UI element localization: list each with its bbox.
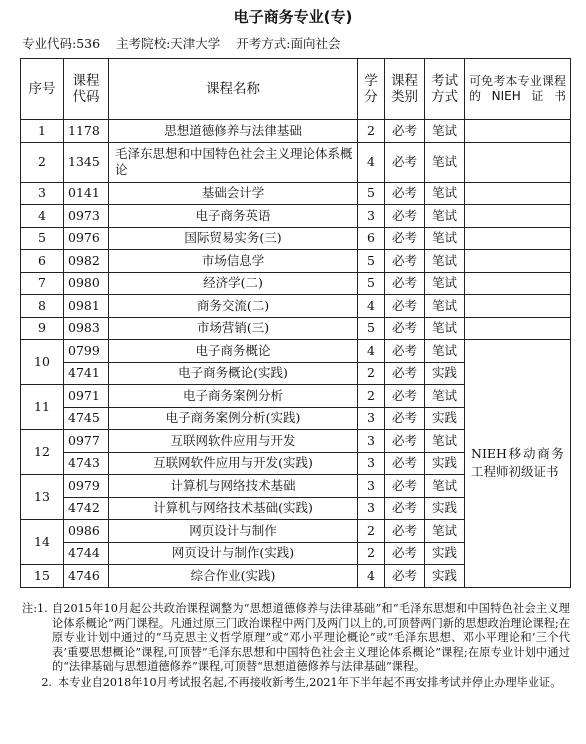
course-credit: 3 [358,407,385,430]
course-name: 经济学(二) [109,272,358,295]
course-credit: 2 [358,120,385,143]
course-seq: 15 [21,565,64,588]
course-name: 商务交流(二) [109,295,358,318]
header-seq: 序号 [21,59,64,120]
course-exam: 笔试 [425,520,465,543]
course-seq: 13 [21,475,64,520]
exam-mode: 开考方式:面向社会 [236,36,341,51]
course-name: 互联网软件应用与开发 [109,430,358,453]
course-category: 必考 [385,452,425,475]
course-credit: 2 [358,520,385,543]
table-row [21,142,571,182]
course-seq: 9 [21,317,64,340]
course-category: 必考 [385,520,425,543]
course-exam: 实践 [425,407,465,430]
course-seq: 11 [21,385,64,430]
course-category: 必考 [385,272,425,295]
course-credit: 2 [358,385,385,408]
course-name: 计算机与网络技术基础(实践) [109,497,358,520]
course-table [20,58,571,588]
course-exam: 笔试 [425,340,465,363]
note-label: 2. [41,675,52,689]
course-seq: 12 [21,430,64,475]
course-exam: 笔试 [425,227,465,250]
cert-empty-cell [465,317,571,340]
course-exam: 实践 [425,362,465,385]
course-credit: 6 [358,227,385,250]
course-category: 必考 [385,497,425,520]
course-code: 1345 [64,142,109,182]
course-seq: 1 [21,120,64,143]
course-category: 必考 [385,142,425,182]
course-category: 必考 [385,317,425,340]
note-label: 注:1. [22,602,48,615]
program-code: 专业代码:536 [22,36,101,51]
header-credit: 学分 [358,59,385,120]
course-exam: 笔试 [425,385,465,408]
course-category: 必考 [385,407,425,430]
cert-empty-cell [465,295,571,318]
course-credit: 2 [358,362,385,385]
course-exam: 笔试 [425,142,465,182]
header-name: 课程名称 [109,59,358,120]
note-item [22,602,570,675]
course-table-body [21,120,571,588]
course-code: 0983 [64,317,109,340]
cert-empty-cell [465,227,571,250]
note-text: 自2015年10月起公共政治课程调整为“思想道德修养与法律基础”和“毛泽东思想和中国特色社会主义理论体系概论”两门课程。凡通过原三门政治课程中两门及两门以上的,可顶替两门新的思想政治理论课程;在原专业计划中通过的“马克思主义哲学原理”或“邓小平理论概论”或“毛泽东思想、邓小平理论和‘三个代表’重要思想概论”课程,可顶替“毛泽东思想和中国特色社会主义理论体系概论”课程;在原专业计划中通过的“法律基础与思想道德修养”课程,可顶替“思想道德修养与法律基础”课程。 [52,602,570,673]
course-credit: 3 [358,430,385,453]
course-credit: 5 [358,250,385,273]
course-name: 思想道德修养与法律基础 [109,120,358,143]
course-name: 电子商务概论 [109,340,358,363]
course-name: 国际贸易实务(三) [109,227,358,250]
course-code: 4741 [64,362,109,385]
header-code: 课程代码 [64,59,109,120]
course-code: 4745 [64,407,109,430]
course-category: 必考 [385,565,425,588]
course-category: 必考 [385,250,425,273]
course-seq: 7 [21,272,64,295]
course-seq: 10 [21,340,64,385]
course-code: 0982 [64,250,109,273]
course-category: 必考 [385,542,425,565]
course-category: 必考 [385,430,425,453]
course-credit: 3 [358,452,385,475]
course-exam: 笔试 [425,295,465,318]
course-exam: 实践 [425,565,465,588]
course-name: 电子商务英语 [109,205,358,228]
table-row [21,272,571,295]
course-code: 0979 [64,475,109,498]
course-name: 基础会计学 [109,182,358,205]
course-category: 必考 [385,340,425,363]
course-code: 0971 [64,385,109,408]
course-exam: 笔试 [425,317,465,340]
course-code: 4743 [64,452,109,475]
course-seq: 3 [21,182,64,205]
course-exam: 笔试 [425,250,465,273]
program-info [22,34,352,52]
course-category: 必考 [385,295,425,318]
table-row [21,227,571,250]
table-row [21,317,571,340]
cert-cell: NIEH移动商务工程师初级证书 [465,340,571,588]
cert-empty-cell [465,250,571,273]
course-name: 电子商务案例分析(实践) [109,407,358,430]
course-code: 0973 [64,205,109,228]
course-seq: 14 [21,520,64,565]
table-row [21,120,571,143]
course-category: 必考 [385,182,425,205]
cert-empty-cell [465,182,571,205]
course-exam: 笔试 [425,475,465,498]
course-code: 1178 [64,120,109,143]
note-item [22,676,570,691]
course-category: 必考 [385,205,425,228]
course-credit: 3 [358,497,385,520]
course-exam: 实践 [425,452,465,475]
course-code: 0981 [64,295,109,318]
course-exam: 笔试 [425,120,465,143]
course-exam: 实践 [425,497,465,520]
course-credit: 5 [358,272,385,295]
course-seq: 8 [21,295,64,318]
course-exam: 笔试 [425,205,465,228]
table-row [21,340,571,363]
course-name: 综合作业(实践) [109,565,358,588]
table-row [21,295,571,318]
course-category: 必考 [385,475,425,498]
course-credit: 4 [358,142,385,182]
course-seq: 2 [21,142,64,182]
cert-empty-cell [465,142,571,182]
cert-empty-cell [465,120,571,143]
course-exam: 笔试 [425,272,465,295]
table-row [21,182,571,205]
table-row [21,205,571,228]
note-text: 本专业自2018年10月考试报名起,不再接收新考生,2021年下半年起不再安排考试并停止办理毕业证。 [58,675,562,689]
course-credit: 5 [358,182,385,205]
course-name: 市场营销(三) [109,317,358,340]
course-category: 必考 [385,120,425,143]
course-credit: 3 [358,475,385,498]
table-row [21,250,571,273]
cert-empty-cell [465,272,571,295]
course-code: 4746 [64,565,109,588]
header-cert: 可免考本专业课程的NIEH证书 [465,59,571,120]
header-exam: 考试方式 [425,59,465,120]
course-category: 必考 [385,385,425,408]
course-credit: 4 [358,565,385,588]
course-seq: 4 [21,205,64,228]
course-seq: 6 [21,250,64,273]
course-credit: 5 [358,317,385,340]
course-name: 网页设计与制作(实践) [109,542,358,565]
course-code: 0976 [64,227,109,250]
course-code: 0799 [64,340,109,363]
course-credit: 4 [358,340,385,363]
course-code: 4744 [64,542,109,565]
header-category: 课程类别 [385,59,425,120]
course-code: 0986 [64,520,109,543]
course-exam: 实践 [425,542,465,565]
course-name: 电子商务概论(实践) [109,362,358,385]
cert-empty-cell [465,205,571,228]
course-exam: 笔试 [425,182,465,205]
course-credit: 4 [358,295,385,318]
course-seq: 5 [21,227,64,250]
course-code: 0141 [64,182,109,205]
course-name: 市场信息学 [109,250,358,273]
course-code: 0977 [64,430,109,453]
course-category: 必考 [385,362,425,385]
course-code: 4742 [64,497,109,520]
course-name: 网页设计与制作 [109,520,358,543]
notes [22,602,570,691]
course-name: 毛泽东思想和中国特色社会主义理论体系概论 [109,142,358,182]
course-credit: 2 [358,542,385,565]
course-category: 必考 [385,227,425,250]
course-name: 电子商务案例分析 [109,385,358,408]
course-exam: 笔试 [425,430,465,453]
course-name: 互联网软件应用与开发(实践) [109,452,358,475]
page-title: 电子商务专业(专) [233,8,353,26]
course-name: 计算机与网络技术基础 [109,475,358,498]
course-code: 0980 [64,272,109,295]
table-header-row [21,59,571,120]
host-school: 主考院校:天津大学 [116,36,221,51]
course-credit: 3 [358,205,385,228]
